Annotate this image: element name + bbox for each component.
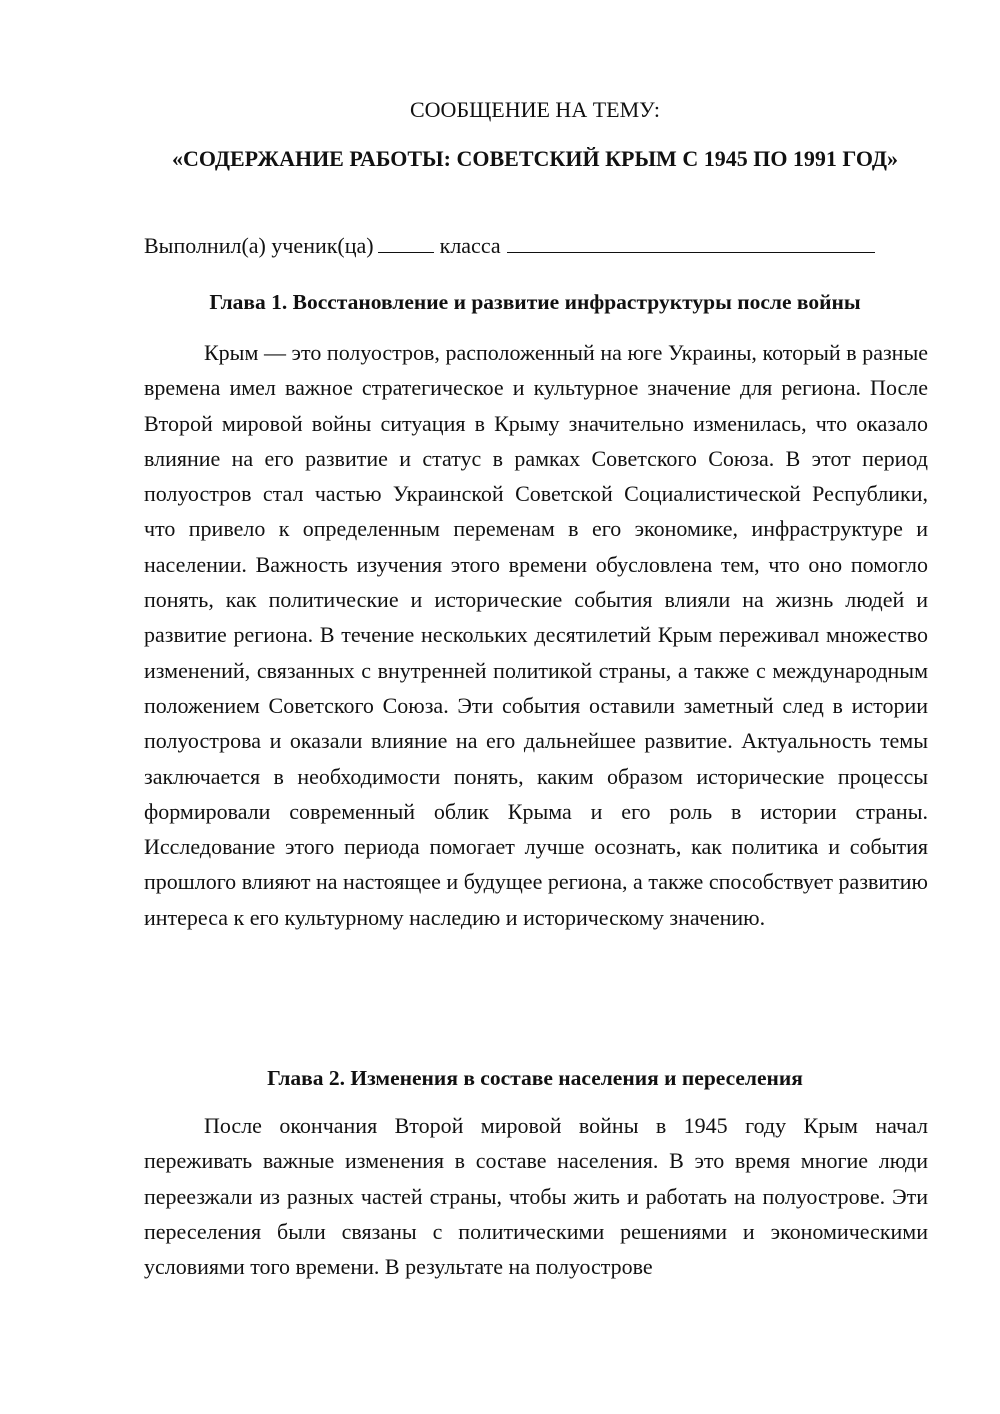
name-blank-field: [507, 230, 875, 253]
chapter-2-heading: Глава 2. Изменения в составе населения и переселения: [267, 1066, 803, 1090]
chapter-1-heading: Глава 1. Восстановление и развитие инфраструктуры после войны: [209, 290, 861, 314]
performer-label: Выполнил(а) ученик(ца): [144, 233, 374, 258]
chapter-2-paragraph: После окончания Второй мировой войны в 1945 году Крым начал переживать важные изменения в составе населения. В это время многие люди переезжали из разных частей страны, чтобы жить и работать на полуострове. Эти переселения были связаны с политическими решениями и экономическими условиями того времени. В результате на полуострове: [144, 1113, 928, 1280]
document-title: «СОДЕРЖАНИЕ РАБОТЫ: СОВЕТСКИЙ КРЫМ С 1945 ПО 1991 ГОД»: [171, 146, 899, 171]
chapter-1-paragraph: Крым — это полуостров, расположенный на юге Украины, который в разные времена имел важное стратегическое и культурное значение для региона. После Второй мировой войны ситуация в Крыму значительно изменилась, что оказало влияние на его развитие и статус в рамках Советского Союза. В этот период полуостров стал частью Украинской Советской Социалистической Республики, что привело к определенным переменам в его экономике, инфраструктуре и населении. Важность изучения этого времени обусловлена тем, что оно помогло понять, как политические и исторические события влияли на жизнь людей и развитие региона. В течение нескольких десятилетий Крым переживал множество изменений, связанных с внутренней политикой страны, а также с международным положением Советского Союза. Эти события оставили заметный след в истории полуострова и оказали влияние на его дальнейшее развитие. Актуальность темы заключается в необходимости понять, каким образом исторические процессы формировали современный облик Крыма и его роль в истории страны. Исследование этого периода помогает лучше осознать, как политика и события прошлого влияют на настоящее и будущее региона, а также способствует развитию интереса к его культурному наследию и историческому значению.: [144, 340, 928, 930]
class-label: класса: [439, 233, 501, 258]
performer-line: [144, 229, 930, 263]
document-header: СООБЩЕНИЕ НА ТЕМУ:: [410, 97, 660, 122]
grade-blank-field: [378, 230, 434, 253]
